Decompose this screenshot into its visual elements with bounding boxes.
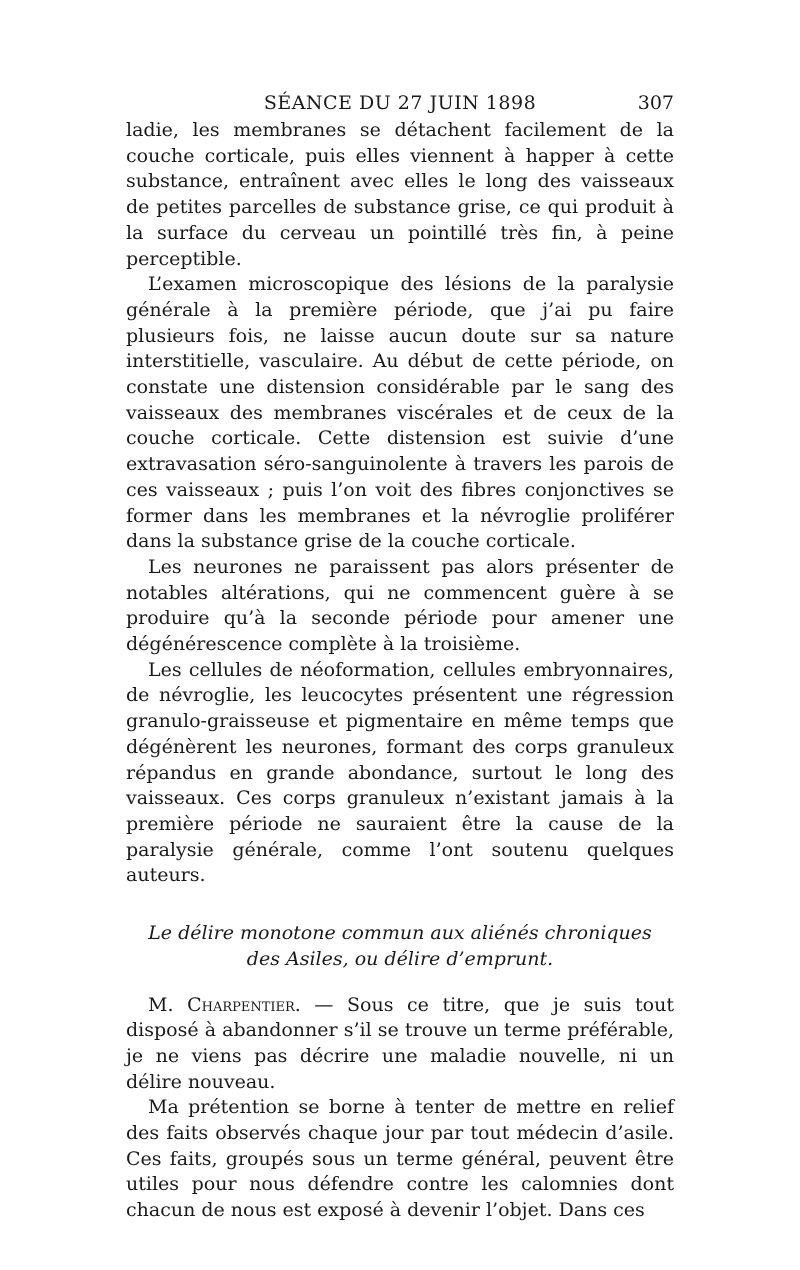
body-text [126,118,674,1224]
book-page [126,88,674,1224]
page-number: 307 [637,92,674,114]
paragraph: L’examen microscopique des lésions de la paralysie générale à la première période, que j’ai pu faire plusieurs fois, ne laisse aucun doute sur sa nature interstitielle, vasculaire. Au début de cette période, on constate une distension considérable par le sang des vaisseaux des membranes viscérales et de ceux de la couche corticale. Cette distension est suivie d’une extravasation séro-sanguinolente à travers les parois de ces vaisseaux ; puis l’on voit des fibres conjonctives se former dans les membranes et la névroglie proliférer dans la substance grise de la couche corticale. [126,273,674,553]
paragraph: Les cellules de néoformation, cellules embryonnaires, de névroglie, les leucocytes présentent une régression granulo-graisseuse et pigmentaire en même temps que dégénèrent les neurones, formant des corps granuleux répandus en grande abondance, surtout le long des vaisseaux. Ces corps granuleux n’existant jamais à la première période ne sauraient être la cause de la paralysie générale, comme l’ont soutenu quelques auteurs. [126,658,674,887]
section-title [126,921,674,972]
speaker-text: — Sous ce titre, que je suis tout disposé à abandonner s’il se trouve un terme préférable, je ne viens pas décrire une maladie nouvelle, ni un délire nouveau. [126,993,674,1093]
speaker-name: M. Charpentier. [148,993,301,1016]
section-title-line: des Asiles, ou délire d’emprunt. [246,947,554,970]
running-title: SÉANCE DU 27 JUIN 1898 [263,92,537,114]
section-title-line: Le délire monotone commun aux aliénés chroniques [148,922,652,945]
paragraph-continued: ladie, les membranes se détachent facilement de la couche corticale, puis elles viennent à happer à cette substance, entraînent avec elles le long des vaisseaux de petites parcelles de substance grise, ce qui produit à la surface du cerveau un pointillé très fin, à peine perceptible. [126,119,674,270]
paragraph: Ma prétention se borne à tenter de mettre en relief des faits observés chaque jour par tout médecin d’asile. Ces faits, groupés sous un terme général, peuvent être utiles pour nous défendre contre les calomnies dont chacun de nous est exposé à devenir l’objet. Dans ces [126,1096,674,1222]
paragraph: Les neurones ne paraissent pas alors présenter de notables altérations, qui ne commencent guère à se produire qu’à la seconde période pour amener une dégénérescence complète à la troisième. [126,555,674,656]
speaker-paragraph [126,993,674,1096]
running-head [126,88,674,118]
